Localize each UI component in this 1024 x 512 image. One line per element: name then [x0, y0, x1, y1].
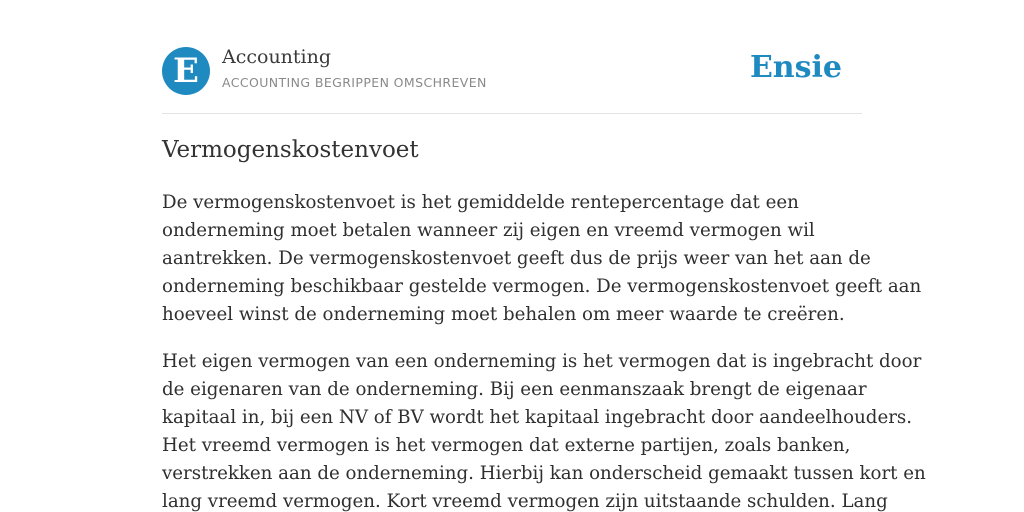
paragraph-line: verstrekken aan de onderneming. Hierbij kan onderscheid gemaakt tussen kort en	[162, 463, 926, 484]
paragraph-line: onderneming moet betalen wanneer zij eigen en vreemd vermogen wil	[162, 220, 815, 241]
paragraph-line: Het eigen vermogen van een onderneming is het vermogen dat is ingebracht door	[162, 351, 922, 372]
site-title[interactable]: Accounting	[222, 46, 332, 68]
header-divider	[162, 113, 862, 114]
site-header	[162, 46, 862, 96]
paragraph-line: kapitaal in, bij een NV of BV wordt het kapitaal ingebracht door aandeelhouders.	[162, 407, 913, 428]
article-paragraph	[162, 348, 926, 512]
site-logo-icon[interactable]: E	[162, 47, 210, 95]
paragraph-line: onderneming beschikbaar gestelde vermogen. De vermogenskostenvoet geeft aan	[162, 276, 922, 297]
paragraph-line: hoeveel winst de onderneming moet behalen om meer waarde te creëren.	[162, 304, 845, 325]
paragraph-line: Het vreemd vermogen is het vermogen dat externe partijen, zoals banken,	[162, 435, 851, 456]
brand-logo[interactable]: Ensie	[749, 50, 842, 85]
paragraph-line: lang vreemd vermogen. Kort vreemd vermogen zijn uitstaande schulden. Lang	[162, 491, 888, 512]
site-subtitle: ACCOUNTING BEGRIPPEN OMSCHREVEN	[222, 75, 487, 90]
article-body	[162, 189, 926, 512]
paragraph-line: De vermogenskostenvoet is het gemiddelde rentepercentage dat een	[162, 192, 799, 213]
article-title: Vermogenskostenvoet	[162, 137, 419, 163]
article-paragraph	[162, 189, 922, 329]
paragraph-line: de eigenaren van de onderneming. Bij een eenmanszaak brengt de eigenaar	[162, 379, 867, 400]
paragraph-line: aantrekken. De vermogenskostenvoet geeft dus de prijs weer van het aan de	[162, 248, 871, 269]
